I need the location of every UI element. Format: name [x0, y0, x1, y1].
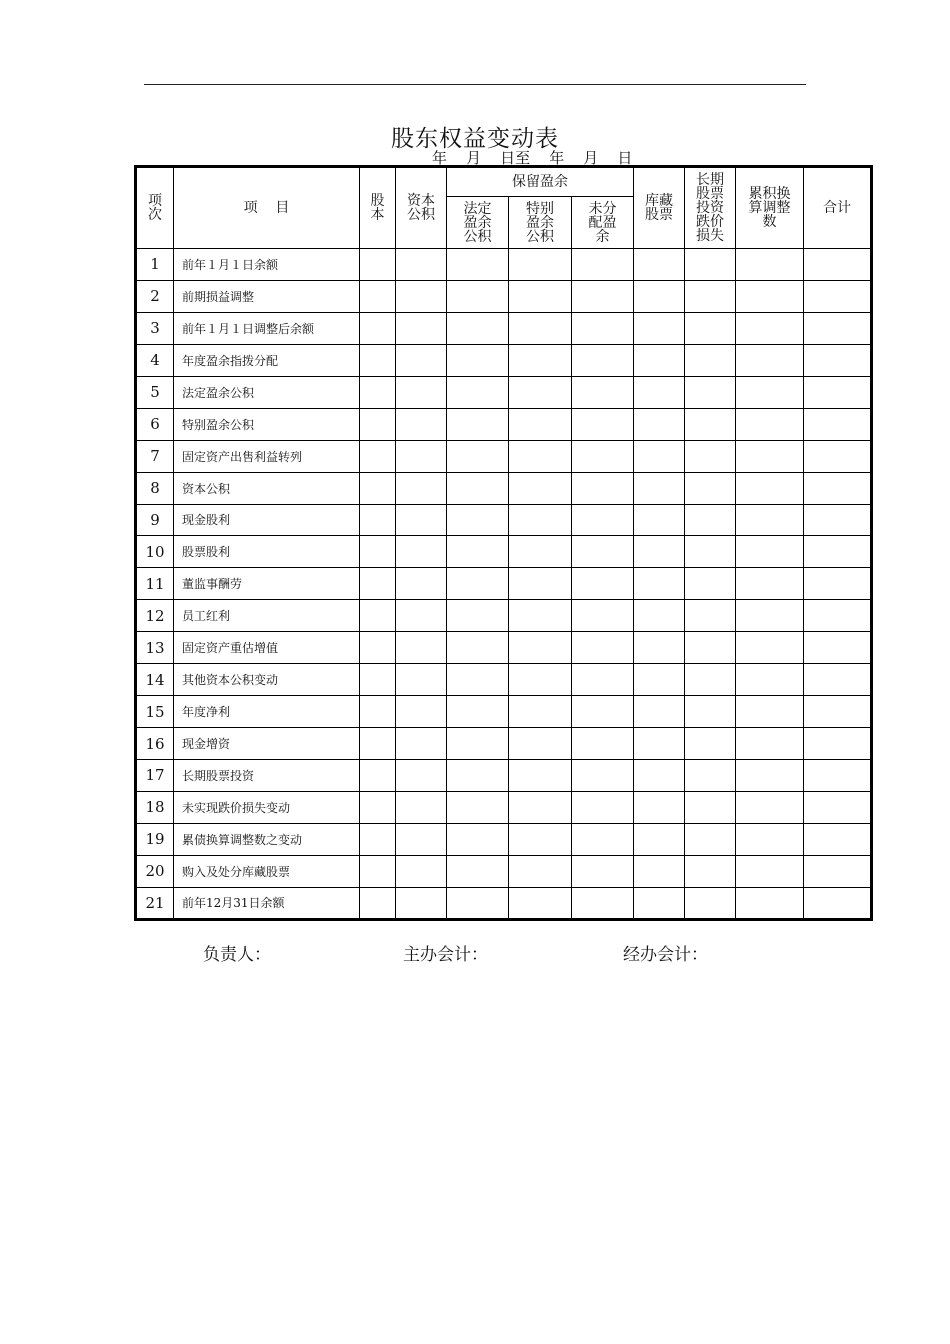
header-capital-reserve: 资本 公积	[396, 167, 447, 249]
value-cell[interactable]	[360, 855, 396, 887]
value-cell[interactable]	[509, 408, 572, 440]
value-cell[interactable]	[572, 600, 634, 632]
value-cell[interactable]	[634, 440, 685, 472]
value-cell[interactable]	[572, 280, 634, 312]
value-cell[interactable]	[572, 312, 634, 344]
value-cell[interactable]	[447, 664, 509, 696]
value-cell[interactable]	[509, 632, 572, 664]
table-row	[136, 632, 872, 664]
table-row	[136, 344, 872, 376]
row-number: 5	[136, 376, 174, 408]
value-cell[interactable]	[396, 823, 447, 855]
value-cell[interactable]	[396, 312, 447, 344]
value-cell[interactable]	[685, 823, 736, 855]
value-cell[interactable]	[685, 696, 736, 728]
table-row	[136, 312, 872, 344]
value-cell[interactable]	[804, 600, 872, 632]
value-cell[interactable]	[396, 280, 447, 312]
value-cell[interactable]	[685, 344, 736, 376]
table-row	[136, 472, 872, 504]
value-cell[interactable]	[447, 760, 509, 792]
value-cell[interactable]	[509, 344, 572, 376]
row-item-label: 现金增资	[174, 728, 360, 760]
value-cell[interactable]	[447, 312, 509, 344]
value-cell[interactable]	[572, 664, 634, 696]
row-number: 2	[136, 280, 174, 312]
value-cell[interactable]	[804, 696, 872, 728]
value-cell[interactable]	[447, 536, 509, 568]
value-cell[interactable]	[572, 376, 634, 408]
value-cell[interactable]	[509, 249, 572, 281]
value-cell[interactable]	[804, 823, 872, 855]
value-cell[interactable]	[509, 312, 572, 344]
value-cell[interactable]	[685, 728, 736, 760]
value-cell[interactable]	[572, 472, 634, 504]
value-cell[interactable]	[736, 664, 804, 696]
value-cell[interactable]	[396, 249, 447, 281]
value-cell[interactable]	[685, 855, 736, 887]
value-cell[interactable]	[804, 312, 872, 344]
row-item-label: 特别盈余公积	[174, 408, 360, 440]
page-title: 股东权益变动表	[391, 126, 559, 152]
value-cell[interactable]	[509, 855, 572, 887]
value-cell[interactable]	[685, 568, 736, 600]
value-cell[interactable]	[396, 664, 447, 696]
value-cell[interactable]	[736, 823, 804, 855]
value-cell[interactable]	[509, 600, 572, 632]
value-cell[interactable]	[572, 440, 634, 472]
value-cell[interactable]	[509, 760, 572, 792]
value-cell[interactable]	[634, 280, 685, 312]
row-number: 17	[136, 760, 174, 792]
value-cell[interactable]	[736, 568, 804, 600]
row-item-label: 长期股票投资	[174, 760, 360, 792]
table-row	[136, 504, 872, 536]
value-cell[interactable]	[804, 664, 872, 696]
value-cell[interactable]	[685, 280, 736, 312]
value-cell[interactable]	[572, 855, 634, 887]
table-row	[136, 791, 872, 823]
header-treasury-stock: 库藏 股票	[634, 167, 685, 249]
table-row	[136, 440, 872, 472]
value-cell[interactable]	[509, 664, 572, 696]
value-cell[interactable]	[736, 504, 804, 536]
value-cell[interactable]	[360, 791, 396, 823]
header-share-capital: 股 本	[360, 167, 396, 249]
value-cell[interactable]	[736, 696, 804, 728]
value-cell[interactable]	[572, 823, 634, 855]
row-number: 16	[136, 728, 174, 760]
row-item-label: 年度盈余指拨分配	[174, 344, 360, 376]
value-cell[interactable]	[572, 536, 634, 568]
value-cell[interactable]	[360, 664, 396, 696]
header-item: 项 目	[174, 167, 360, 249]
value-cell[interactable]	[360, 440, 396, 472]
value-cell[interactable]	[572, 408, 634, 440]
value-cell[interactable]	[447, 568, 509, 600]
value-cell[interactable]	[634, 568, 685, 600]
row-number: 14	[136, 664, 174, 696]
value-cell[interactable]	[509, 728, 572, 760]
value-cell[interactable]	[509, 823, 572, 855]
value-cell[interactable]	[396, 760, 447, 792]
value-cell[interactable]	[736, 855, 804, 887]
value-cell[interactable]	[736, 887, 804, 919]
value-cell[interactable]	[804, 536, 872, 568]
value-cell[interactable]	[736, 249, 804, 281]
row-number: 4	[136, 344, 174, 376]
value-cell[interactable]	[804, 568, 872, 600]
value-cell[interactable]	[447, 728, 509, 760]
row-item-label: 累债换算调整数之变动	[174, 823, 360, 855]
value-cell[interactable]	[572, 728, 634, 760]
value-cell[interactable]	[685, 376, 736, 408]
value-cell[interactable]	[447, 408, 509, 440]
chief-accountant-label: 主办会计：	[403, 945, 488, 965]
table-row	[136, 536, 872, 568]
value-cell[interactable]	[360, 344, 396, 376]
value-cell[interactable]	[634, 504, 685, 536]
value-cell[interactable]	[804, 728, 872, 760]
value-cell[interactable]	[572, 887, 634, 919]
value-cell[interactable]	[634, 728, 685, 760]
value-cell[interactable]	[447, 632, 509, 664]
value-cell[interactable]	[360, 249, 396, 281]
value-cell[interactable]	[396, 472, 447, 504]
value-cell[interactable]	[804, 280, 872, 312]
row-item-label: 董监事酬劳	[174, 568, 360, 600]
value-cell[interactable]	[572, 568, 634, 600]
row-item-label: 固定资产重估增值	[174, 632, 360, 664]
row-number: 11	[136, 568, 174, 600]
value-cell[interactable]	[396, 376, 447, 408]
row-item-label: 固定资产出售利益转列	[174, 440, 360, 472]
row-number: 20	[136, 855, 174, 887]
value-cell[interactable]	[685, 600, 736, 632]
value-cell[interactable]	[360, 312, 396, 344]
row-number: 9	[136, 504, 174, 536]
value-cell[interactable]	[685, 664, 736, 696]
value-cell[interactable]	[396, 791, 447, 823]
value-cell[interactable]	[736, 440, 804, 472]
value-cell[interactable]	[804, 887, 872, 919]
table-row	[136, 887, 872, 919]
header-lt-investment-loss: 长期 股票 投资 跌价 损失	[685, 167, 736, 249]
row-item-label: 未实现跌价损失变动	[174, 791, 360, 823]
value-cell[interactable]	[396, 408, 447, 440]
value-cell[interactable]	[736, 728, 804, 760]
value-cell[interactable]	[509, 472, 572, 504]
value-cell[interactable]	[736, 376, 804, 408]
value-cell[interactable]	[396, 728, 447, 760]
value-cell[interactable]	[634, 664, 685, 696]
header-undistributed: 未分 配盈 余	[572, 197, 634, 249]
value-cell[interactable]	[634, 823, 685, 855]
value-cell[interactable]	[736, 760, 804, 792]
value-cell[interactable]	[396, 887, 447, 919]
value-cell[interactable]	[804, 408, 872, 440]
header-cumulative-translation: 累积换 算调整 数	[736, 167, 804, 249]
value-cell[interactable]	[634, 249, 685, 281]
value-cell[interactable]	[396, 696, 447, 728]
value-cell[interactable]	[736, 344, 804, 376]
value-cell[interactable]	[634, 536, 685, 568]
row-item-label: 其他资本公积变动	[174, 664, 360, 696]
value-cell[interactable]	[509, 696, 572, 728]
value-cell[interactable]	[447, 376, 509, 408]
table-row	[136, 760, 872, 792]
value-cell[interactable]	[634, 312, 685, 344]
value-cell[interactable]	[396, 344, 447, 376]
row-number: 12	[136, 600, 174, 632]
value-cell[interactable]	[396, 536, 447, 568]
value-cell[interactable]	[804, 632, 872, 664]
value-cell[interactable]	[685, 536, 736, 568]
value-cell[interactable]	[634, 632, 685, 664]
value-cell[interactable]	[447, 696, 509, 728]
row-item-label: 股票股利	[174, 536, 360, 568]
row-number: 19	[136, 823, 174, 855]
value-cell[interactable]	[447, 440, 509, 472]
value-cell[interactable]	[634, 791, 685, 823]
value-cell[interactable]	[360, 376, 396, 408]
table-row	[136, 855, 872, 887]
value-cell[interactable]	[509, 568, 572, 600]
value-cell[interactable]	[572, 791, 634, 823]
value-cell[interactable]	[447, 344, 509, 376]
date-range: 年 月 日至 年 月 日	[432, 149, 633, 167]
value-cell[interactable]	[572, 696, 634, 728]
value-cell[interactable]	[634, 408, 685, 440]
value-cell[interactable]	[360, 696, 396, 728]
value-cell[interactable]	[360, 504, 396, 536]
value-cell[interactable]	[736, 632, 804, 664]
row-number: 6	[136, 408, 174, 440]
row-item-label: 员工红利	[174, 600, 360, 632]
value-cell[interactable]	[396, 440, 447, 472]
value-cell[interactable]	[360, 728, 396, 760]
row-item-label: 前年12月31日余额	[174, 887, 360, 919]
row-number: 18	[136, 791, 174, 823]
value-cell[interactable]	[804, 472, 872, 504]
value-cell[interactable]	[396, 632, 447, 664]
value-cell[interactable]	[360, 280, 396, 312]
value-cell[interactable]	[634, 472, 685, 504]
table-row	[136, 696, 872, 728]
value-cell[interactable]	[396, 600, 447, 632]
value-cell[interactable]	[804, 760, 872, 792]
value-cell[interactable]	[572, 344, 634, 376]
value-cell[interactable]	[509, 887, 572, 919]
value-cell[interactable]	[804, 344, 872, 376]
value-cell[interactable]	[736, 472, 804, 504]
value-cell[interactable]	[396, 855, 447, 887]
value-cell[interactable]	[804, 376, 872, 408]
value-cell[interactable]	[360, 632, 396, 664]
header-index: 项 次	[136, 167, 174, 249]
row-number: 3	[136, 312, 174, 344]
value-cell[interactable]	[509, 280, 572, 312]
value-cell[interactable]	[736, 600, 804, 632]
header-legal-reserve: 法定 盈余 公积	[447, 197, 509, 249]
value-cell[interactable]	[572, 249, 634, 281]
value-cell[interactable]	[447, 280, 509, 312]
row-item-label: 资本公积	[174, 472, 360, 504]
value-cell[interactable]	[634, 760, 685, 792]
value-cell[interactable]	[804, 249, 872, 281]
handling-accountant-label: 经办会计：	[623, 945, 708, 965]
value-cell[interactable]	[447, 600, 509, 632]
value-cell[interactable]	[360, 823, 396, 855]
value-cell[interactable]	[509, 376, 572, 408]
value-cell[interactable]	[447, 472, 509, 504]
table-row	[136, 249, 872, 281]
value-cell[interactable]	[509, 504, 572, 536]
row-item-label: 法定盈余公积	[174, 376, 360, 408]
value-cell[interactable]	[447, 887, 509, 919]
value-cell[interactable]	[685, 504, 736, 536]
header-retained-earnings: 保留盈余	[447, 167, 634, 197]
value-cell[interactable]	[804, 855, 872, 887]
table-row	[136, 280, 872, 312]
value-cell[interactable]	[360, 408, 396, 440]
table-row	[136, 600, 872, 632]
value-cell[interactable]	[509, 791, 572, 823]
value-cell[interactable]	[572, 632, 634, 664]
value-cell[interactable]	[685, 632, 736, 664]
row-number: 15	[136, 696, 174, 728]
responsible-person-label: 负责人：	[203, 945, 271, 965]
value-cell[interactable]	[572, 504, 634, 536]
value-cell[interactable]	[634, 344, 685, 376]
row-number: 1	[136, 249, 174, 281]
row-item-label: 现金股利	[174, 504, 360, 536]
value-cell[interactable]	[360, 600, 396, 632]
value-cell[interactable]	[634, 887, 685, 919]
value-cell[interactable]	[360, 536, 396, 568]
equity-changes-table	[134, 165, 873, 921]
top-rule	[144, 84, 806, 85]
row-item-label: 前年１月１日余额	[174, 249, 360, 281]
value-cell[interactable]	[685, 249, 736, 281]
table-row	[136, 664, 872, 696]
value-cell[interactable]	[447, 249, 509, 281]
row-number: 8	[136, 472, 174, 504]
header-total: 合计	[804, 167, 872, 249]
value-cell[interactable]	[736, 280, 804, 312]
value-cell[interactable]	[360, 760, 396, 792]
table-row	[136, 728, 872, 760]
table-row	[136, 823, 872, 855]
row-number: 13	[136, 632, 174, 664]
value-cell[interactable]	[509, 440, 572, 472]
value-cell[interactable]	[804, 504, 872, 536]
row-item-label: 购入及处分库藏股票	[174, 855, 360, 887]
value-cell[interactable]	[736, 312, 804, 344]
value-cell[interactable]	[509, 536, 572, 568]
table-row	[136, 408, 872, 440]
value-cell[interactable]	[634, 600, 685, 632]
value-cell[interactable]	[685, 312, 736, 344]
value-cell[interactable]	[447, 504, 509, 536]
value-cell[interactable]	[736, 791, 804, 823]
value-cell[interactable]	[360, 887, 396, 919]
table-row	[136, 376, 872, 408]
value-cell[interactable]	[396, 568, 447, 600]
value-cell[interactable]	[804, 791, 872, 823]
row-number: 21	[136, 887, 174, 919]
value-cell[interactable]	[685, 760, 736, 792]
value-cell[interactable]	[572, 760, 634, 792]
value-cell[interactable]	[360, 472, 396, 504]
row-item-label: 前期损益调整	[174, 280, 360, 312]
value-cell[interactable]	[634, 855, 685, 887]
row-number: 10	[136, 536, 174, 568]
header-special-reserve: 特别 盈余 公积	[509, 197, 572, 249]
value-cell[interactable]	[804, 440, 872, 472]
table-row	[136, 568, 872, 600]
row-item-label: 年度净利	[174, 696, 360, 728]
value-cell[interactable]	[634, 696, 685, 728]
value-cell[interactable]	[685, 791, 736, 823]
row-number: 7	[136, 440, 174, 472]
value-cell[interactable]	[396, 504, 447, 536]
value-cell[interactable]	[685, 472, 736, 504]
value-cell[interactable]	[736, 536, 804, 568]
value-cell[interactable]	[360, 568, 396, 600]
value-cell[interactable]	[685, 887, 736, 919]
value-cell[interactable]	[447, 791, 509, 823]
value-cell[interactable]	[634, 376, 685, 408]
value-cell[interactable]	[447, 855, 509, 887]
value-cell[interactable]	[447, 823, 509, 855]
value-cell[interactable]	[736, 408, 804, 440]
value-cell[interactable]	[685, 408, 736, 440]
value-cell[interactable]	[685, 440, 736, 472]
row-item-label: 前年１月１日调整后余额	[174, 312, 360, 344]
